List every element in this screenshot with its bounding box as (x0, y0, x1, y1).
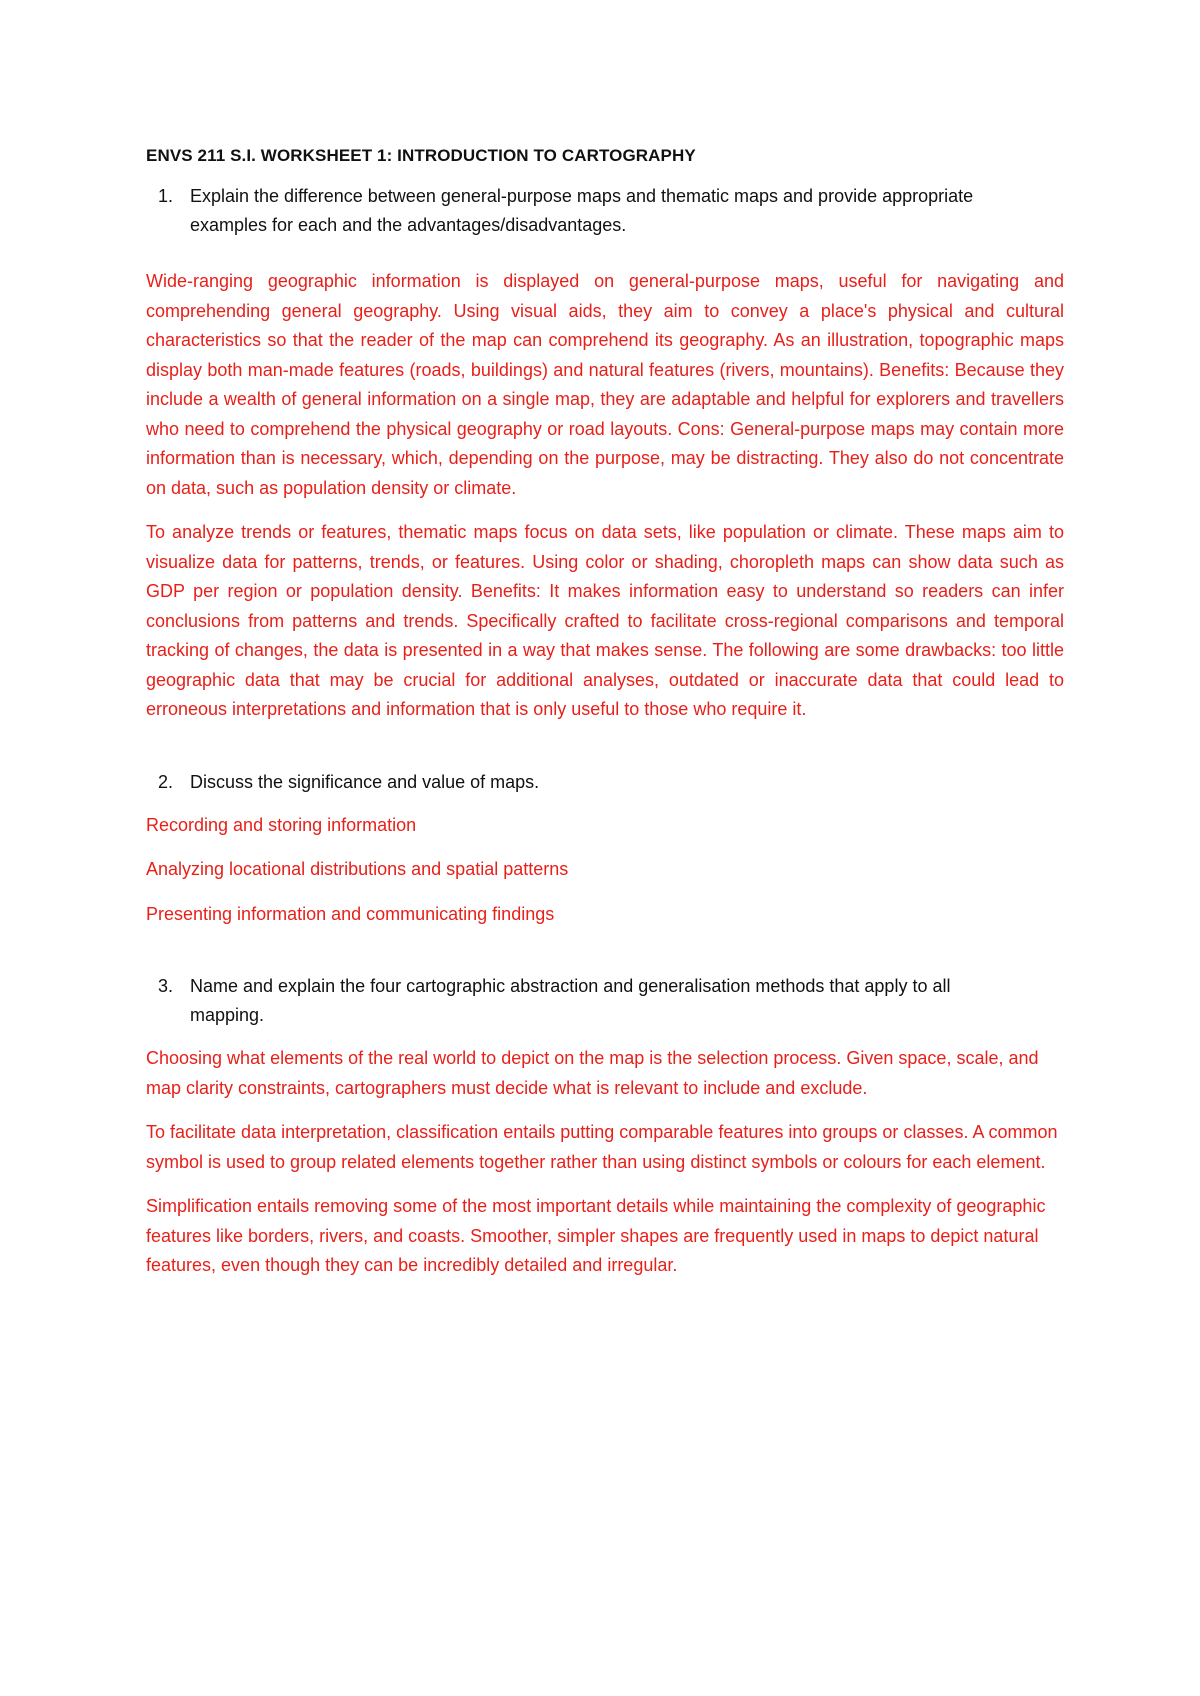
question-3 (146, 972, 1064, 1030)
answer-3-paragraph-1: Choosing what elements of the real world to depict on the map is the selection process. Given space, scale, and map clarity constraints, cartographers must decide what is relevant to include and exclude. (146, 1048, 1039, 1098)
question-3-number: 3. (158, 976, 174, 996)
answer-2-item-3: Presenting information and communicating findings (146, 903, 555, 924)
answer-2-item-1: Recording and storing information (146, 814, 417, 835)
answer-2-item-2: Analyzing locational distributions and spatial patterns (146, 859, 569, 879)
question-1-number: 1. (158, 186, 174, 206)
question-1-text: Explain the difference between general-purpose maps and thematic maps and provide appropriate examples for each and the advantages/disadvantages. (190, 186, 974, 235)
question-2-number: 2. (158, 771, 174, 792)
question-1 (146, 182, 1064, 240)
spacer (146, 740, 1064, 768)
answer-3-paragraph-2: To facilitate data interpretation, classification entails putting comparable features into groups or classes. A common symbol is used to group related elements together rather than using distinct symbols or colours for each element. (146, 1122, 1058, 1172)
worksheet-title: ENVS 211 S.I. WORKSHEET 1: INTRODUCTION TO CARTOGRAPHY (146, 146, 696, 165)
answer-1-paragraph-2: To analyze trends or features, thematic maps focus on data sets, like population or climate. These maps aim to visualize data for patterns, trends, or features. Using color or shading, choropleth maps can show data such as GDP per region or population density. Benefits: It makes information easy to understand so readers can infer conclusions from patterns and trends. Specifically crafted to facilitate cross-regional comparisons and temporal tracking of changes, the data is presented in a way that makes sense. The following are some drawbacks: too little geographic data that may be crucial for additional analyses, outdated or inaccurate data that could lead to erroneous interpretations and information that is only useful to those who require it. (146, 522, 1064, 719)
spacer (146, 944, 1064, 972)
question-2-text: Discuss the significance and value of maps. (190, 771, 540, 792)
question-3-text: Name and explain the four cartographic abstraction and generalisation methods that apply to all mapping. (190, 976, 951, 1025)
worksheet-page (146, 146, 1064, 1296)
question-2 (146, 768, 1064, 797)
answer-1-paragraph-1: Wide-ranging geographic information is displayed on general-purpose maps, useful for navigating and comprehending general geography. Using visual aids, they aim to convey a place's physical and cultural characteristics so that the reader of the map can comprehend its geography. As an illustration, topographic maps display both man-made features (roads, buildings) and natural features (rivers, mountains). Benefits: Because they include a wealth of general information on a single map, they are adaptable and helpful for explorers and travellers who need to comprehend the physical geography or road layouts. Cons: General-purpose maps may contain more information than is necessary, which, depending on the purpose, may be distracting. They also do not concentrate on data, such as population density or climate. (146, 271, 1064, 498)
answer-3-paragraph-3: Simplification entails removing some of the most important details while maintaining the complexity of geographic features like borders, rivers, and coasts. Smoother, simpler shapes are frequently used in maps to depict natural features, even though they can be incredibly detailed and irregular. (146, 1196, 1046, 1275)
